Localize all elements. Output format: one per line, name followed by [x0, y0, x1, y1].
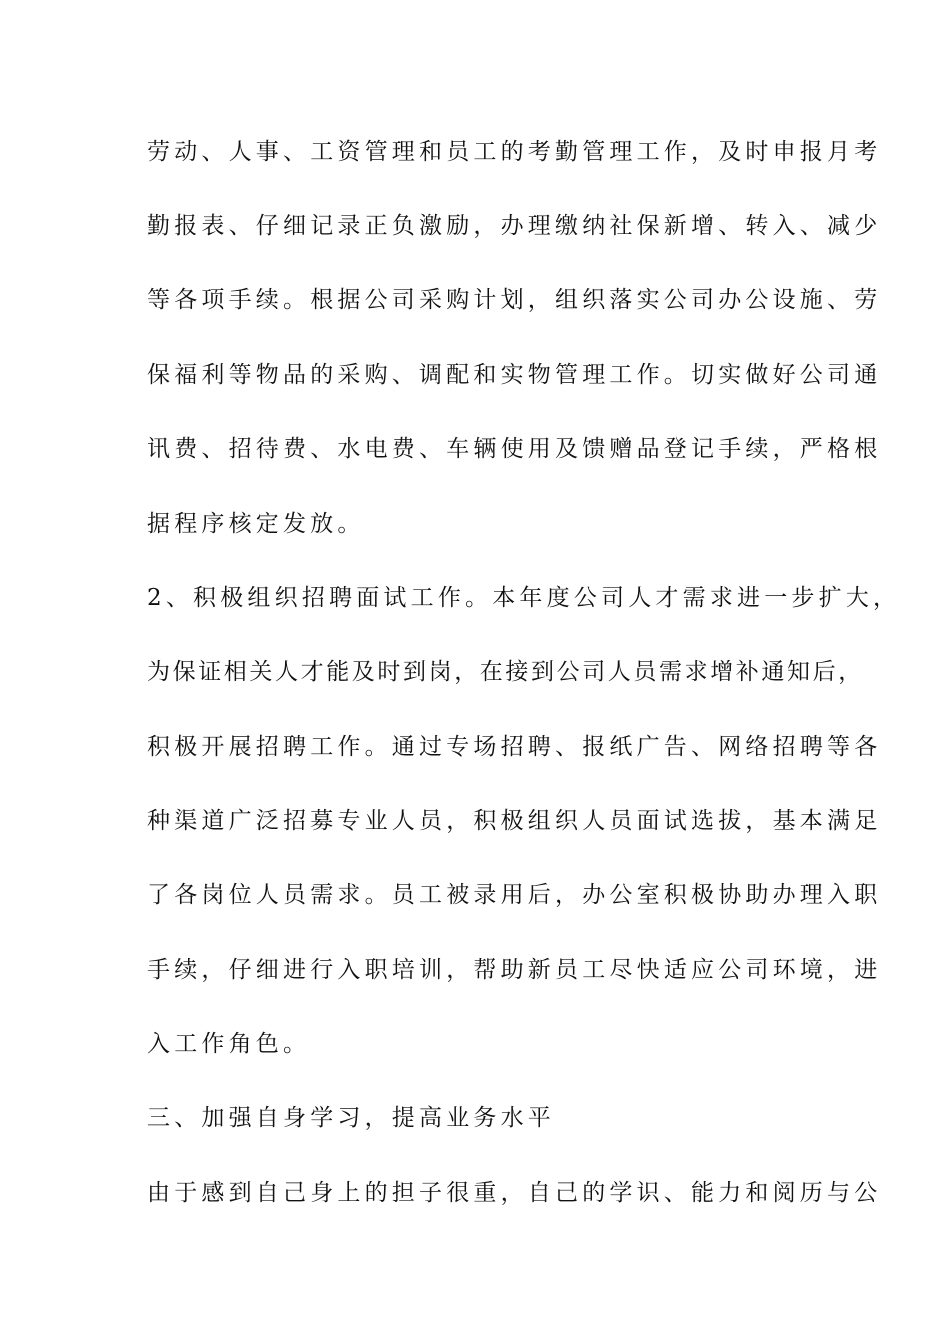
paragraph-line: 等各项手续。根据公司采购计划，组织落实公司办公设施、劳: [147, 287, 882, 313]
paragraph-line: 劳动、人事、工资管理和员工的考勤管理工作，及时申报月考: [147, 139, 882, 165]
section-heading: 三、加强自身学习，提高业务水平: [147, 1105, 555, 1131]
paragraph-line: 入工作角色。: [147, 1031, 311, 1057]
paragraph-line: 保福利等物品的采购、调配和实物管理工作。切实做好公司通: [147, 362, 882, 388]
paragraph-line: 勤报表、仔细记录正负激励，办理缴纳社保新增、转入、减少: [147, 213, 882, 239]
list-item-line: 2、积极组织招聘面试工作。本年度公司人才需求进一步扩大，: [147, 585, 901, 611]
paragraph-line: 了各岗位人员需求。员工被录用后，办公室积极协助办理入职: [147, 882, 882, 908]
paragraph-line: 为保证相关人才能及时到岗，在接到公司人员需求增补通知后，: [147, 659, 864, 685]
paragraph-line: 种渠道广泛招募专业人员，积极组织人员面试选拔，基本满足: [147, 808, 882, 834]
paragraph-line: 讯费、招待费、水电费、车辆使用及馈赠品登记手续，严格根: [147, 436, 882, 462]
paragraph-line: 据程序核定发放。: [147, 511, 365, 537]
paragraph-line: 积极开展招聘工作。通过专场招聘、报纸广告、网络招聘等各: [147, 734, 882, 760]
paragraph-line: 手续，仔细进行入职培训，帮助新员工尽快适应公司环境，进: [147, 957, 882, 983]
paragraph-line: 由于感到自己身上的担子很重，自己的学识、能力和阅历与公: [147, 1180, 882, 1206]
